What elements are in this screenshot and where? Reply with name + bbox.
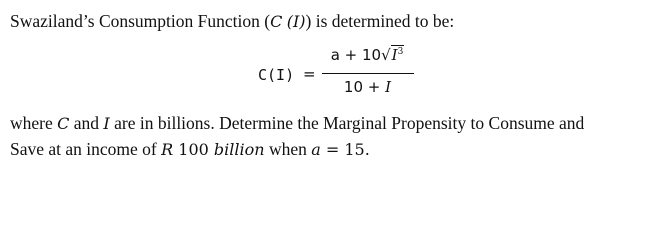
title-text-start: Swaziland’s Consumption Function ( <box>10 11 271 31</box>
denominator-var: I <box>385 78 392 96</box>
fraction-bar <box>322 73 414 74</box>
income-number: 100 <box>173 140 214 159</box>
title-text-end: ) is determined to be: <box>305 11 455 31</box>
equation-denominator <box>320 78 415 96</box>
body-text: Save at an income of <box>10 139 162 159</box>
sqrt-symbol: √ <box>381 46 391 64</box>
denominator-prefix: 10 + <box>343 78 386 96</box>
body-var-i: I <box>103 114 110 133</box>
sqrt-exponent: 3 <box>397 47 404 57</box>
equation-lhs <box>258 66 294 84</box>
body-text: and <box>69 113 104 133</box>
currency-r: R <box>161 140 174 159</box>
title-var-i: (I) <box>286 12 306 31</box>
problem-title <box>10 11 454 32</box>
problem-body-line-2 <box>10 139 370 160</box>
title-var-c: C <box>270 12 283 31</box>
equation-numerator <box>320 46 415 64</box>
a-value: = 15. <box>320 140 370 159</box>
problem-body-line-1 <box>10 113 584 134</box>
sqrt-var: I <box>391 46 398 64</box>
numerator-prefix: a + 10 <box>330 46 382 64</box>
body-text: where <box>10 113 58 133</box>
body-var-c: C <box>57 114 70 133</box>
consumption-equation <box>258 46 418 106</box>
body-text: when <box>264 139 312 159</box>
equation-lhs-text: C(I) <box>258 66 295 84</box>
body-text: are in billions. Determine the Marginal Propensity to Consume and <box>109 113 585 133</box>
sqrt-radicand <box>391 46 405 64</box>
equation-equals: = <box>303 65 316 83</box>
var-a: a <box>311 140 321 159</box>
billion-word: billion <box>213 140 265 159</box>
